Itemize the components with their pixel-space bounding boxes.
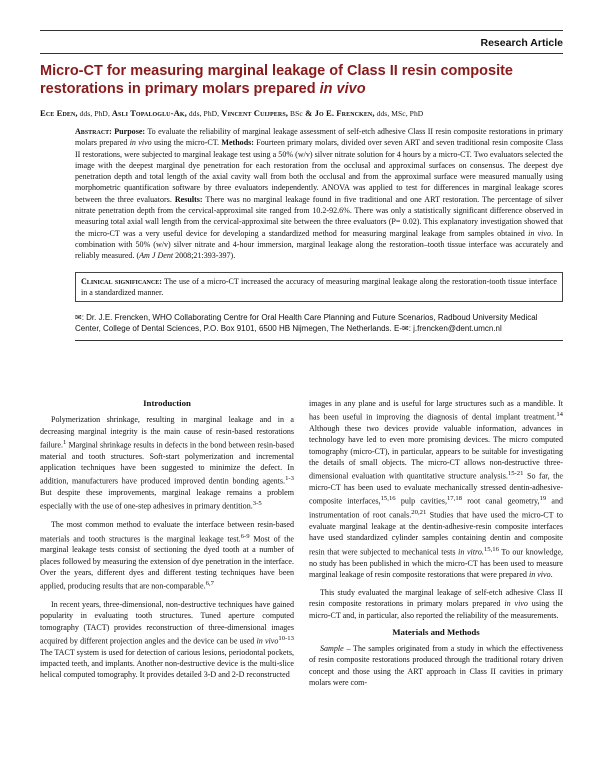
- envelope-icon: ✉: [75, 313, 82, 323]
- citation-end: 2008;21:393-397).: [173, 251, 236, 261]
- clinical-text: The use of a micro-CT increased the accuracy of measuring marginal leakage along the restoration-tooth tissue interface in a standardized manner.: [81, 276, 557, 297]
- introduction-heading: Introduction: [143, 398, 191, 408]
- body-paragraph: images in any plane and is useful for large structures such as a mandible. It has been useful in improving the diagnosis of dental implant treatment.$^{14}$ Although these two devices provide valuable information, advances in technology have led to even more promising devices. The micro computed tomography (micro-CT), in particular, appears to be suitable for investigating the details of small objects. The micro-CT allows non-destructive three-dimensional evaluation with quantitative structure analysis.$^{15-21}$ So far, the micro-CT has been used to evaluate mechanically stressed dentin-adhesive-composite interfaces,$^{15,16}$ pulp cavities,$^{17,18}$ root canal geometry,$^{19}$ and instrumentation of root canals.$^{20,21}$ Studies that have used the micro-CT to evaluate marginal leakage at the dentin-adhesive-resin composite interfaces have used standardized cylinder samples containing dentin and composite resin that were subjected to mechanical tests in vitro.$^{15,16}$ To our knowledge, no study has been published in which the micro-CT has been used to measure marginal leakage of resin composite restorations that were prepared in vivo.: [309, 399, 564, 579]
- title-line-2: restorations in primary molars prepared: [40, 81, 320, 97]
- title-line-1: Micro-CT for measuring marginal leakage of Class II resin composite: [40, 63, 513, 79]
- methods-label: Methods:: [221, 138, 254, 148]
- right-column: [309, 398, 563, 690]
- intro-paragraph: The most common method to evaluate the interface between resin-based materials and tooth structures is the marginal leakage test.$^{6-9}$ Most of the marginal leakage tests consist of sectioning the dyed tooth at a number of places followed by measuring the extension of dye penetration in the interface. Over the years, different dyes and different testing techniques have been applied, producing results that are non-comparable.$^{6,7}$: [40, 520, 294, 591]
- body-paragraph: This study evaluated the marginal leakage of self-etch adhesive Class II resin composite restorations in primary molars prepared in vivo using the micro-CT and, in particular, also reported the reliability of the measurements.: [309, 588, 563, 620]
- body-paragraph: Sample – The samples originated from a study in which the effectiveness of resin composite restorations produced through the traditional rotary driven concept and those using the ART approach in Class II cavities in primary molars were com-: [309, 644, 563, 687]
- left-column: [40, 398, 294, 690]
- abstract-label: Abstract:: [75, 127, 112, 136]
- top-rule: [40, 30, 563, 31]
- results-text: There was no marginal leakage found in five traditional and one ART restoration. The percentage of silver nitrate penetration depth from the cervical-approximal site ranged from 10.2-92.6%. There was only a statistically significant difference observed in measuring total axial wall length from the cervical-approximal site between the three evaluators (P= 0.02). This explanatory investigation showed that the micro-CT was a very useful device for developing a standardized method for measuring marginal leakage from samples obtained: [75, 194, 563, 238]
- materials-methods-heading: Materials and Methods: [392, 626, 480, 637]
- correspondence-email[interactable]: : j.frencken@dent.umcn.nl: [408, 324, 502, 334]
- article-page: [40, 30, 564, 687]
- author-degree: BSc: [288, 109, 303, 118]
- purpose-end: using the micro-CT.: [151, 138, 222, 148]
- author-degree: dds, MSc, PhD: [374, 109, 424, 118]
- author-list: [40, 108, 563, 118]
- purpose-label: Purpose:: [114, 127, 146, 136]
- methods-text: Fourteen primary molars, divided over seven ART and seven traditional resin composite Class II restorations, were subjected to marginal leakage test using a 50% (w/v) silver nitrate solution for 4 hours by a micro-CT. Two evaluators selected the image with the deepest marginal dye penetration for each restoration from the occlusal and approximal surfaces on consensus. The deepest dye penetration depth and total length of the axial cavity wall from both the occlusal and from the approximal surface were measured manually using morphometric quantification software by three evaluators independently. ANOVA was applied to test for differences in marginal leakage scores between the three evaluators.: [75, 138, 563, 204]
- results-end: . In combination with 50% (w/v) silver nitrate and 4-hour immersion, marginal leakage along the restoration–tooth tissue interface was accurately and reliably measured. (: [75, 228, 563, 261]
- purpose-text: To evaluate the reliability of marginal leakage assessment of self-etch adhesive Class II resin composite restorations in primary molars prepared: [75, 127, 563, 148]
- results-label: Results:: [174, 194, 203, 204]
- author-name: & Jo E. Frencken,: [305, 108, 375, 118]
- correspondence-rule: [75, 340, 563, 341]
- author-name: Ece Eden,: [40, 108, 78, 118]
- author-name: Vincent Cuijpers,: [221, 108, 289, 118]
- envelope-icon: ✉: [402, 324, 409, 334]
- abstract: [75, 126, 563, 262]
- results-italic: in vivo: [528, 228, 551, 238]
- intro-paragraph: Polymerization shrinkage, resulting in marginal leakage and in a decreasing marginal integrity is the main cause of resin-based restorations failure.$^1$ Marginal shrinkage results in defects in the bond between resin-based material and tooth structures. Soft-start polymerization and incremental application techniques have been suggested to minimize the defect. In addition, manufacturers have produced improved dentin bonding agents.$^{1-3}$ But despite these improvements, marginal leakage remains a problem especially with the use of one-step adhesives in primary dentition.$^{3-5}$: [40, 415, 294, 512]
- article-title: [40, 62, 563, 98]
- citation-journal: Am J Dent: [139, 251, 174, 261]
- clinical-significance-box: [75, 272, 563, 303]
- intro-paragraph: In recent years, three-dimensional, non-destructive techniques have gained popularity in evaluating tooth structures. Tuned aperture computed tomography (TACT) provides reconstruction of three-dimensional images acquired by different projection angles and the device can be used in vivo$^{10-13}$ The TACT system is used for detection of carious lesions, periodontal pockets, impacted teeth, and implants. Another non-destructive device is the multi-slice helical computed tomography. It provides detailed 3-D and 2-D reconstructed: [40, 600, 294, 680]
- clinical-label: Clinical significance:: [81, 276, 162, 286]
- correspondence-text: : Dr. J.E. Frencken, WHO Collaborating Centre for Oral Health Care Planning and Future Scenarios, Radboud University Medical Center, College of Dental Sciences, P.O. Box 9101, 6500 HB Nijmegen, The Netherlands. E-: [75, 313, 538, 334]
- purpose-italic: in vivo: [129, 138, 152, 148]
- author-name: Aslı Topaloglu-Ak,: [111, 108, 187, 118]
- title-italic: in vivo: [319, 81, 366, 97]
- section-label: Research Article: [40, 37, 563, 54]
- author-degree: dds, PhD,: [186, 109, 220, 118]
- author-degree: dds, PhD,: [77, 109, 110, 118]
- body-columns: [40, 398, 563, 690]
- correspondence: [75, 312, 563, 334]
